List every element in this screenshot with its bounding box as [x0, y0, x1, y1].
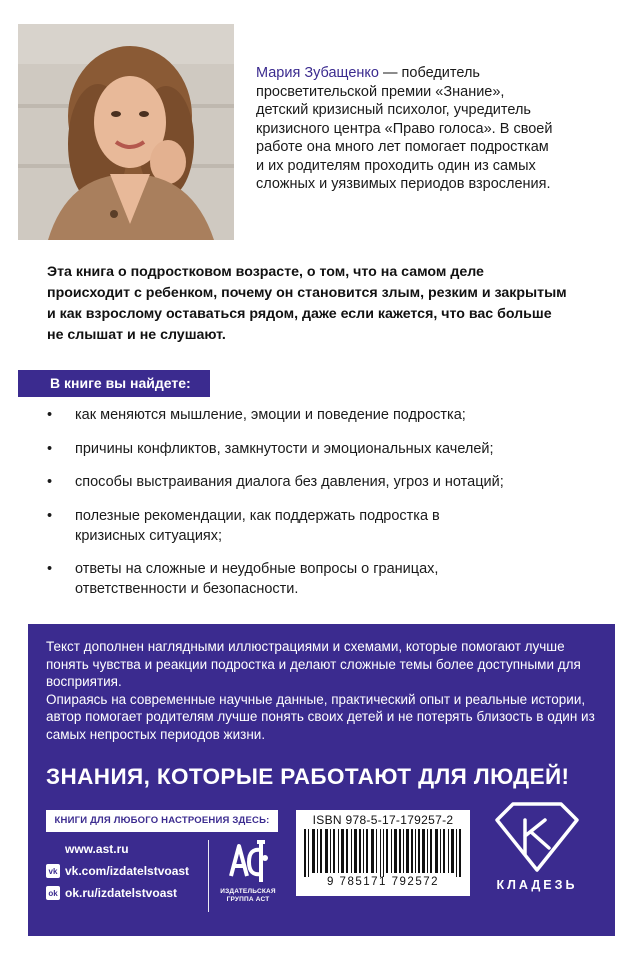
bullet-dot: • — [47, 561, 53, 577]
ok-icon: ok — [46, 886, 60, 900]
author-portrait-icon — [18, 24, 234, 240]
list-item — [44, 472, 544, 492]
bullet-dot: • — [47, 440, 53, 457]
list-item-text: ответы на сложные и неудобные вопросы о границах, ответственности и безопасности. — [75, 561, 439, 597]
book-lead-paragraph: Эта книга о подростковом возрасте, о том, что на самом деле происходит с ребенком, почему он становится злым, резким и закрытым и как взрослому оставаться рядом, даже если кажется, что вас больше не слышат и не слушают. — [47, 264, 567, 343]
bullet-dot: • — [47, 507, 53, 524]
vk-link-text[interactable]: vk.com/izdatelstvoast — [65, 864, 190, 878]
author-name: Мария Зубащенко — [256, 65, 379, 81]
promo-label: КНИГИ ДЛЯ ЛЮБОГО НАСТРОЕНИЯ ЗДЕСЬ: — [46, 810, 278, 832]
list-item-text: способы выстраивания диалога без давления, угроз и нотаций; — [75, 474, 504, 490]
ast-logo-icon — [225, 836, 271, 888]
ok-link[interactable] — [46, 882, 206, 904]
author-bio-text: — победитель просветительской премии «Знание», детский кризисный психолог, учредитель кризисного центра «Право голоса». В своей работе она много лет помогает подросткам и их родителям проходить один из самых сложных и уязвимых периодов взросления. — [256, 65, 553, 192]
isbn-number: ISBN 978-5-17-179257-2 — [312, 813, 454, 827]
list-item-text: причины конфликтов, замкнутости и эмоциональных качелей; — [75, 440, 494, 457]
list-item-text: как меняются мышление, эмоции и поведение подростка; — [75, 407, 466, 423]
barcode-icon — [302, 829, 464, 877]
panel-paragraph-2: Опираясь на современные научные данные, практический опыт и реальные истории, автор помогает родителям лучше понять своих детей и не потерять близость в один из самых непростых периодов жизни. — [46, 691, 595, 742]
links-divider — [208, 840, 209, 912]
publisher-panel — [28, 624, 615, 936]
list-item — [44, 405, 544, 425]
panel-description — [46, 638, 606, 744]
author-photo — [18, 24, 234, 240]
website-link[interactable] — [46, 838, 206, 860]
author-bio — [256, 64, 556, 194]
panel-paragraph-1: Текст дополнен наглядными иллюстрациями и схемами, которые помогают лучше понять чувства и реакции подростка и делают сложные темы более доступными для восприятия. — [46, 639, 581, 690]
feature-list — [44, 405, 544, 613]
ast-logo — [216, 836, 280, 916]
kladez-diamond-icon — [495, 802, 579, 872]
bullet-dot: • — [47, 474, 53, 490]
ast-logo-caption: ИЗДАТЕЛЬСКАЯ ГРУППА АСТ — [220, 888, 276, 903]
slogan: ЗНАНИЯ, КОТОРЫЕ РАБОТАЮТ ДЛЯ ЛЮДЕЙ! — [46, 764, 570, 789]
social-links — [46, 838, 206, 904]
vk-icon: vk — [46, 864, 60, 878]
isbn-barcode — [296, 810, 470, 896]
list-item — [44, 506, 474, 546]
list-item — [44, 439, 544, 459]
barcode-digits: 9 785171 792572 — [326, 876, 440, 888]
bullet-dot: • — [47, 407, 53, 423]
list-item — [44, 559, 484, 599]
kladez-logo — [478, 802, 596, 922]
vk-link[interactable] — [46, 860, 206, 882]
list-item-text: полезные рекомендации, как поддержать подростка в кризисных ситуациях; — [75, 507, 440, 544]
kladez-name: КЛАДЕЗЬ — [496, 878, 578, 892]
find-heading: В книге вы найдете: — [18, 370, 210, 397]
website-link-text[interactable]: www.ast.ru — [65, 842, 129, 856]
ok-link-text[interactable]: ok.ru/izdatelstvoast — [65, 886, 178, 900]
